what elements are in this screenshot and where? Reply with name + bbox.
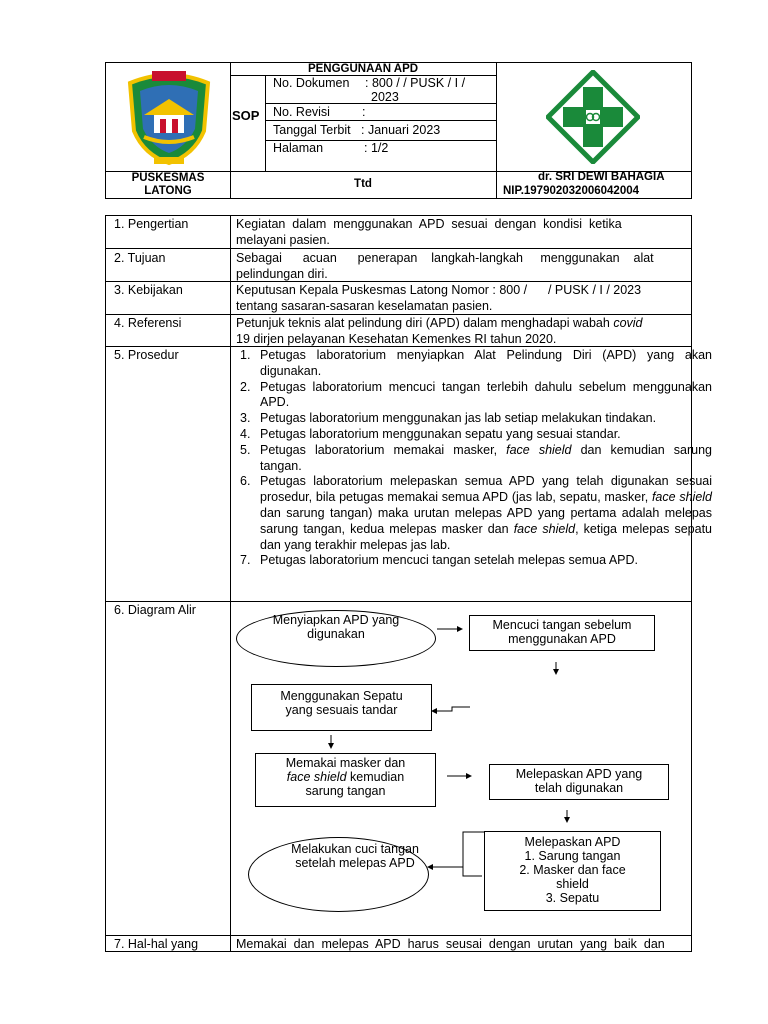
node-line: Memakai masker dan: [285, 756, 406, 770]
section-label-tujuan: 2. Tujuan: [114, 251, 166, 265]
italic-term: face shield: [506, 442, 572, 457]
arrow-3-entry: [432, 707, 470, 711]
revision-label: No. Revisi: [273, 105, 330, 119]
section-label-diagram: 6. Diagram Alir: [114, 603, 196, 617]
node-line: [256, 770, 435, 784]
step-number: 6.: [240, 474, 251, 489]
flow-node-remove-apd: [489, 764, 669, 800]
step-number: 5.: [240, 442, 251, 457]
step-text: Petugas laboratorium menyiapkan Alat Pelindung Diri (APD) yang akan digunakan.: [260, 348, 712, 378]
italic-term: face shield: [651, 490, 712, 505]
node-line: Melepaskan APD: [524, 835, 621, 849]
node-line: telah digunakan: [534, 781, 624, 795]
text-line: pelindungan diri.: [236, 267, 328, 281]
node-line: setelah melepas APD: [295, 856, 415, 870]
node-line: Melepaskan APD yang: [515, 767, 643, 781]
text-line: melayani pasien.: [236, 233, 330, 247]
page-label: Halaman: [273, 141, 324, 155]
revision-value: :: [362, 105, 366, 119]
node-line: shield: [556, 877, 589, 891]
flow-node-end-text: [270, 842, 440, 870]
node-line: sarung tangan: [305, 784, 386, 798]
step-text: , ketiga melepas sepatu dan yang terakhir melepas jas lab.: [260, 521, 712, 552]
node-line: 2. Masker dan face: [519, 863, 626, 877]
section-label-referensi: 4. Referensi: [114, 316, 182, 330]
step-text: Petugas laboratorium melepaskan semua APD yang telah digunakan sesuai prosedur, bila petugas memakai semua APD (jas lab, sepatu, masker,: [260, 474, 712, 505]
node-line: menggunakan APD: [508, 632, 616, 646]
doc-number-value-year: 2023: [371, 90, 399, 104]
sop-label: SOP: [232, 108, 260, 123]
step-number: 1.: [240, 348, 251, 362]
issue-date-value: : Januari 2023: [361, 123, 441, 137]
node-line: 3. Sepatu: [545, 891, 600, 905]
italic-term: face shield: [286, 770, 347, 784]
doc-number-value: : 800 / / PUSK / I /: [365, 76, 466, 90]
flow-node-start-text: [236, 613, 436, 641]
section-label-prosedur: 5. Prosedur: [114, 348, 179, 362]
italic-term: face shield: [513, 521, 576, 536]
step-number: 7.: [240, 553, 251, 568]
step-text: Petugas laboratorium memakai masker,: [260, 442, 507, 457]
step-text: Petugas laboratorium menggunakan sepatu yang sesuai standar.: [260, 426, 621, 441]
doc-number-label: No. Dokumen: [273, 76, 350, 90]
step-text: Petugas laboratorium mencuci tangan setelah melepas semua APD.: [260, 553, 638, 568]
page-value: : 1/2: [364, 141, 389, 155]
node-line: yang sesuais tandar: [285, 703, 398, 717]
signature-text: Ttd: [354, 178, 372, 190]
node-line: digunakan: [307, 627, 365, 641]
document-title: PENGGUNAAN APD: [307, 63, 419, 75]
text-line: Sebagai acuan penerapan langkah-langkah menggunakan alat: [236, 251, 654, 265]
flow-node-wear-shoes: [251, 684, 432, 731]
section-label-kebijakan: 3. Kebijakan: [114, 283, 183, 297]
arrow-6-7: [463, 832, 484, 876]
step-number: 4.: [240, 426, 251, 441]
section-label-hal-hal: 7. Hal-hal yang: [114, 937, 199, 951]
text-line: 19 dirjen pelayanan Kesehatan Kemenkes RI tahun 2020.: [236, 332, 557, 346]
italic-term: covid: [613, 316, 643, 330]
text-line: Kegiatan dalam menggunakan APD sesuai dengan kondisi ketika: [236, 217, 622, 231]
node-line: Menggunakan Sepatu: [280, 689, 403, 703]
flow-node-wash-hands: [469, 615, 655, 651]
signer-name: dr. SRI DEWI BAHAGIA: [538, 171, 665, 183]
step-text: dan sarung tangan) maka urutan melepas APD yang pertama adalah melepas sarung tangan, kedua melepas masker dan: [260, 505, 712, 536]
org-name-line1: PUSKESMAS: [131, 172, 205, 184]
flow-node-removal-order: [484, 831, 661, 911]
flow-node-wear-mask: [255, 753, 436, 807]
org-name-line2: LATONG: [144, 185, 192, 197]
step-text: dan kemudian sarung tangan.: [260, 442, 712, 473]
section-label-pengertian: 1. Pengertian: [114, 217, 189, 231]
text-line: Memakai dan melepas APD harus seusai dengan urutan yang baik dan: [236, 937, 665, 951]
step-number: 3.: [240, 411, 251, 426]
node-line: Melakukan cuci tangan: [291, 842, 419, 856]
text-line: tentang sasaran-sasaran keselamatan pasien.: [236, 299, 493, 313]
step-number: 2.: [240, 379, 251, 394]
signer-nip: NIP.197902032006042004: [503, 185, 640, 197]
node-line: 1. Sarung tangan: [524, 849, 621, 863]
node-text: kemudian: [346, 770, 405, 784]
node-line: Mencuci tangan sebelum: [492, 618, 632, 632]
step-text: Petugas laboratorium menggunakan jas lab setiap melakukan tindakan.: [260, 411, 657, 426]
text-span: Petunjuk teknis alat pelindung diri (APD) dalam menghadapi wabah: [236, 316, 614, 330]
text-line: Keputusan Kepala Puskesmas Latong Nomor : 800 / / PUSK / I / 2023: [236, 283, 642, 297]
node-line: Menyiapkan APD yang: [272, 613, 400, 627]
step-text: Petugas laboratorium mencuci tangan terlebih dahulu sebelum menggunakan APD.: [260, 379, 712, 410]
issue-date-label: Tanggal Terbit: [273, 123, 351, 137]
